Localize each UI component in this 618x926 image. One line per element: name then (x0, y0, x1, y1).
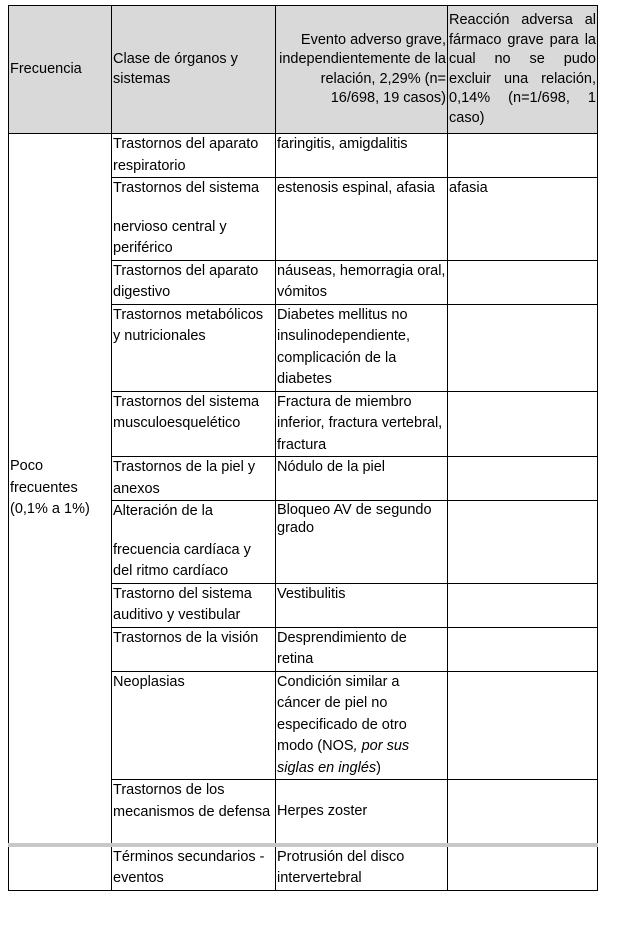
reaction-cell (448, 260, 598, 304)
reaction-cell (448, 780, 598, 845)
organ-class-cell: Trastornos del aparato digestivo (112, 260, 276, 304)
header-serious-adverse-event: Evento adverso grave, independientemente de la relación, 2,29% (n= 16/698, 19 casos) (276, 6, 448, 134)
event-cell (276, 671, 448, 780)
header-serious-adverse-reaction: Reacción adversa al fármaco grave para la cual no se pudo excluir una relación, 0,14% (n=1/698, 1 caso) (448, 6, 598, 134)
event-cell: Vestibulitis (276, 583, 448, 627)
event-cell: Fractura de miembro inferior, fractura vertebral, fractura (276, 391, 448, 457)
event-text: Condición similar a cáncer de piel no especificado de otro modo (NOS (277, 673, 407, 754)
adverse-events-table (8, 5, 598, 891)
organ-class-cell (112, 178, 276, 261)
reaction-cell (448, 671, 598, 780)
event-cell: náuseas, hemorragia oral, vómitos (276, 260, 448, 304)
organ-class-cell: Trastornos del sistema musculoesquelético (112, 391, 276, 457)
event-cell: Nódulo de la piel (276, 457, 448, 501)
event-cell (276, 501, 448, 584)
header-frequency: Frecuencia (9, 6, 112, 134)
table-row (9, 134, 598, 178)
reaction-cell (448, 134, 598, 178)
reaction-cell (448, 845, 598, 891)
reaction-cell (448, 457, 598, 501)
organ-class-cell: Trastorno del sistema auditivo y vestibular (112, 583, 276, 627)
reaction-cell (448, 304, 598, 391)
organ-class-line: Trastornos del sistema (113, 180, 260, 196)
organ-class-cell: Trastornos metabólicos y nutricionales (112, 304, 276, 391)
organ-class-line: nervioso central y periférico (113, 218, 227, 256)
event-text: ) (376, 759, 381, 776)
table-row-secondary (9, 845, 598, 891)
reaction-cell (448, 501, 598, 584)
header-organ-class: Clase de órganos y sistemas (112, 6, 276, 134)
frequency-cell: Poco frecuentes (0,1% a 1%) (9, 134, 112, 845)
organ-class-cell: Neoplasias (112, 671, 276, 780)
event-line: grado (277, 520, 315, 536)
event-cell: estenosis espinal, afasia (276, 178, 448, 261)
reaction-cell (448, 627, 598, 671)
reaction-cell (448, 583, 598, 627)
header-row (9, 6, 598, 134)
event-cell: Desprendimiento de retina (276, 627, 448, 671)
organ-class-line: frecuencia cardíaca y del ritmo cardíaco (113, 541, 251, 579)
reaction-cell: afasia (448, 178, 598, 261)
organ-class-cell: Términos secundarios - eventos (112, 845, 276, 891)
event-text-italic: , por sus siglas en inglés (277, 738, 410, 776)
organ-class-cell (112, 501, 276, 584)
frequency-cell-empty (9, 845, 112, 891)
reaction-cell (448, 391, 598, 457)
organ-class-cell: Trastornos de los mecanismos de defensa (112, 780, 276, 845)
organ-class-line: Alteración de la (113, 503, 213, 519)
event-cell: Protrusión del disco intervertebral (276, 845, 448, 891)
event-cell: Herpes zoster (276, 780, 448, 845)
organ-class-cell: Trastornos del aparato respiratorio (112, 134, 276, 178)
event-cell: Diabetes mellitus no insulinodependiente, complicación de la diabetes (276, 304, 448, 391)
event-cell: faringitis, amigdalitis (276, 134, 448, 178)
event-line: Bloqueo AV de segundo (277, 502, 432, 518)
organ-class-cell: Trastornos de la visión (112, 627, 276, 671)
organ-class-cell: Trastornos de la piel y anexos (112, 457, 276, 501)
